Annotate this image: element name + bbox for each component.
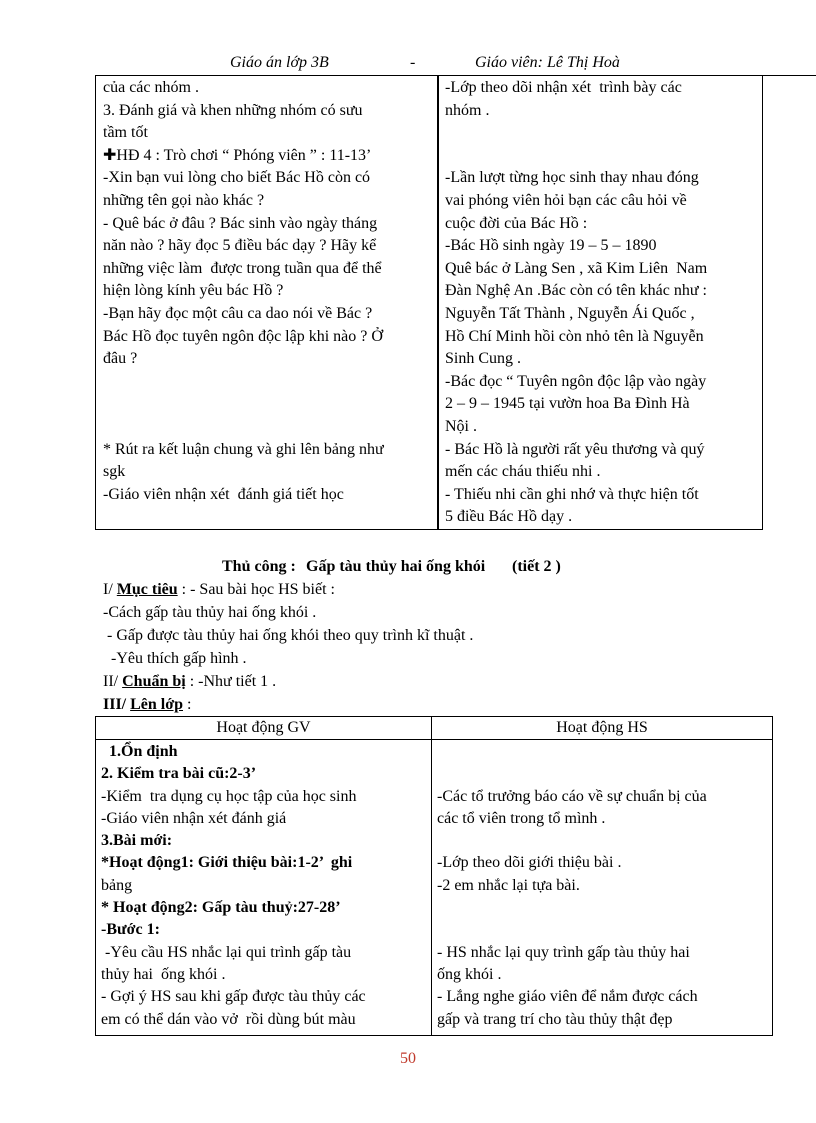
text-line — [437, 763, 767, 785]
text-line: vai phóng viên hỏi bạn các câu hỏi về — [445, 191, 687, 209]
text-line: -Giáo viên nhận xét đánh giá tiết học — [103, 485, 344, 503]
text-line: thủy hai ống khói . — [101, 965, 226, 983]
text-line: -Bạn hãy đọc một câu ca dao nói về Bác ? — [103, 304, 373, 322]
text-line: * Rút ra kết luận chung và ghi lên bảng như — [103, 440, 384, 458]
text-line: -Yêu cầu HS nhắc lại qui trình gấp tàu — [101, 943, 352, 961]
text-line: của các nhóm . — [103, 79, 199, 96]
text-line: *Hoạt động1: Giới thiệu bài:1-2’ ghi — [101, 854, 353, 872]
header-student-activity: Hoạt động HS — [556, 719, 648, 736]
text-line: mến các cháu thiếu nhi . — [445, 463, 601, 481]
text-line: 5 điều Bác Hồ dạy . — [445, 508, 573, 526]
text-line: - Lắng nghe giáo viên để nắm được cách — [437, 988, 698, 1006]
text-line — [437, 919, 767, 941]
text-line: -Kiểm tra dụng cụ học tập của học sinh — [101, 787, 357, 805]
objectives-block — [103, 578, 703, 716]
text-line: -Lần lượt từng học sinh thay nhau đóng — [445, 169, 699, 187]
text-line: -Lớp theo dõi nhận xét trình bày các — [445, 79, 682, 96]
heading-prefix: I/ — [103, 581, 117, 598]
text-line: Quê bác ở Làng Sen , xã Kim Liên Nam — [445, 259, 708, 277]
text-line: Bác Hồ đọc tuyên ngôn độc lập khi nào ? Ở — [103, 327, 383, 345]
header-separator: - — [410, 54, 416, 71]
text-line — [103, 371, 433, 394]
text-line: -Bác đọc “ Tuyên ngôn độc lập vào ngày — [445, 372, 707, 390]
text-line: -Bước 1: — [101, 921, 160, 939]
preparation-line — [103, 670, 703, 693]
text-line: Nội . — [445, 417, 477, 435]
text-line: - Gợi ý HS sau khi gấp được tàu thủy các — [101, 988, 366, 1006]
objective-item: - Gấp được tàu thủy hai ống khói theo quy trình kĩ thuật . — [103, 627, 474, 644]
objective-item: -Cách gấp tàu thủy hai ống khói . — [103, 604, 317, 621]
text-line: 3. Đánh giá và khen những nhóm có sưu — [103, 101, 363, 119]
text-line: -2 em nhắc lại tựa bài. — [437, 876, 580, 894]
text-line: năn nào ? hãy đọc 5 điều bác dạy ? Hãy kể — [103, 237, 377, 255]
text-line: -Bác Hồ sinh ngày 19 – 5 – 1890 — [445, 237, 657, 255]
header-divider — [96, 739, 772, 740]
text-line: sgk — [103, 463, 126, 481]
text-line: Đàn Nghệ An .Bác còn có tên khác như : — [445, 282, 707, 300]
objectives-heading — [103, 578, 703, 601]
teacher-column — [103, 77, 433, 506]
text-line: đâu ? — [103, 350, 138, 368]
text-line: 3.Bài mới: — [101, 832, 173, 850]
lesson-title: Gấp tàu thủy hai ống khói — [306, 558, 486, 575]
column-divider — [437, 75, 439, 529]
prep-rest: : -Như tiết 1 . — [185, 673, 277, 690]
text-line: những tên gọi nào khác ? — [103, 191, 265, 209]
text-line: -Xin bạn vui lòng cho biết Bác Hồ còn có — [103, 169, 371, 187]
page-number: 50 — [400, 1050, 416, 1067]
objective-item: -Yêu thích gấp hình . — [103, 650, 247, 667]
lesson-bold: Lên lớp — [130, 696, 183, 713]
text-line: - Quê bác ở đâu ? Bác sinh vào ngày tháng — [103, 214, 378, 232]
text-line: - Thiếu nhi cần ghi nhớ và thực hiện tốt — [445, 485, 699, 503]
lesson-line — [103, 693, 703, 716]
prep-bold: Chuẩn bị — [122, 673, 186, 690]
text-line: -Lớp theo dõi giới thiệu bài . — [437, 854, 622, 872]
lesson-part: (tiết 2 ) — [512, 558, 561, 575]
text-line — [103, 416, 433, 439]
text-line: em có thể dán vào vở rồi dùng bút màu — [101, 1010, 356, 1028]
page-header — [0, 52, 816, 74]
text-line: Hồ Chí Minh hồi còn nhỏ tên là Nguyễn — [445, 327, 704, 345]
text-line: 2 – 9 – 1945 tại vườn hoa Ba Đình Hà — [445, 395, 690, 413]
activity-table-bottom — [95, 716, 773, 1036]
text-line — [103, 393, 433, 416]
student-column — [437, 741, 767, 1031]
teacher-column — [101, 741, 426, 1031]
text-line: ống khói . — [437, 965, 502, 983]
text-line — [437, 830, 767, 852]
text-line — [445, 122, 757, 145]
header-teacher-activity: Hoạt động GV — [216, 719, 311, 736]
text-line: Nguyễn Tất Thành , Nguyễn Ái Quốc , — [445, 304, 695, 322]
header-class: Giáo án lớp 3B — [230, 54, 329, 71]
header-teacher: Giáo viên: Lê Thị Hoà — [475, 54, 620, 71]
text-line: -Giáo viên nhận xét đánh giá — [101, 809, 287, 827]
text-line: Sinh Cung . — [445, 350, 522, 368]
text-line — [445, 145, 757, 168]
prep-prefix: II/ — [103, 673, 123, 690]
text-line — [437, 741, 767, 763]
text-line: bảng — [101, 876, 133, 894]
text-line: - Bác Hồ là người rất yêu thương và quý — [445, 440, 705, 458]
heading-bold: Mục tiêu — [116, 581, 178, 598]
text-line: hiện lòng kính yêu bác Hồ ? — [103, 282, 284, 300]
text-line: 2. Kiểm tra bài cũ:2-3’ — [101, 765, 257, 783]
heading-rest: : - Sau bài học HS biết : — [177, 581, 335, 598]
text-line: ✚HĐ 4 : Trò chơi “ Phóng viên ” : 11-13’ — [103, 146, 372, 164]
text-line: cuộc đời của Bác Hồ : — [445, 214, 588, 232]
text-line — [437, 897, 767, 919]
text-line: - HS nhắc lại quy trình gấp tàu thủy hai — [437, 943, 690, 961]
student-column — [445, 77, 757, 529]
text-line: -Các tổ trưởng báo cáo về sự chuẩn bị của — [437, 787, 707, 805]
lesson-prefix: III/ — [103, 696, 131, 713]
text-line: những việc làm được trong tuần qua để thể — [103, 259, 382, 277]
activity-table-top — [95, 75, 763, 530]
subject-label: Thủ công : — [222, 558, 296, 575]
text-line: 1.Ổn định — [101, 743, 178, 760]
text-line: gấp và trang trí cho tàu thủy thật đẹp — [437, 1010, 673, 1028]
text-line: tầm tốt — [103, 124, 148, 142]
column-divider — [431, 717, 432, 1035]
text-line: các tổ viên trong tổ mình . — [437, 809, 606, 827]
lesson-rest: : — [183, 696, 192, 713]
text-line: * Hoạt động2: Gấp tàu thuỷ:27-28’ — [101, 899, 341, 917]
text-line: nhóm . — [445, 101, 490, 119]
